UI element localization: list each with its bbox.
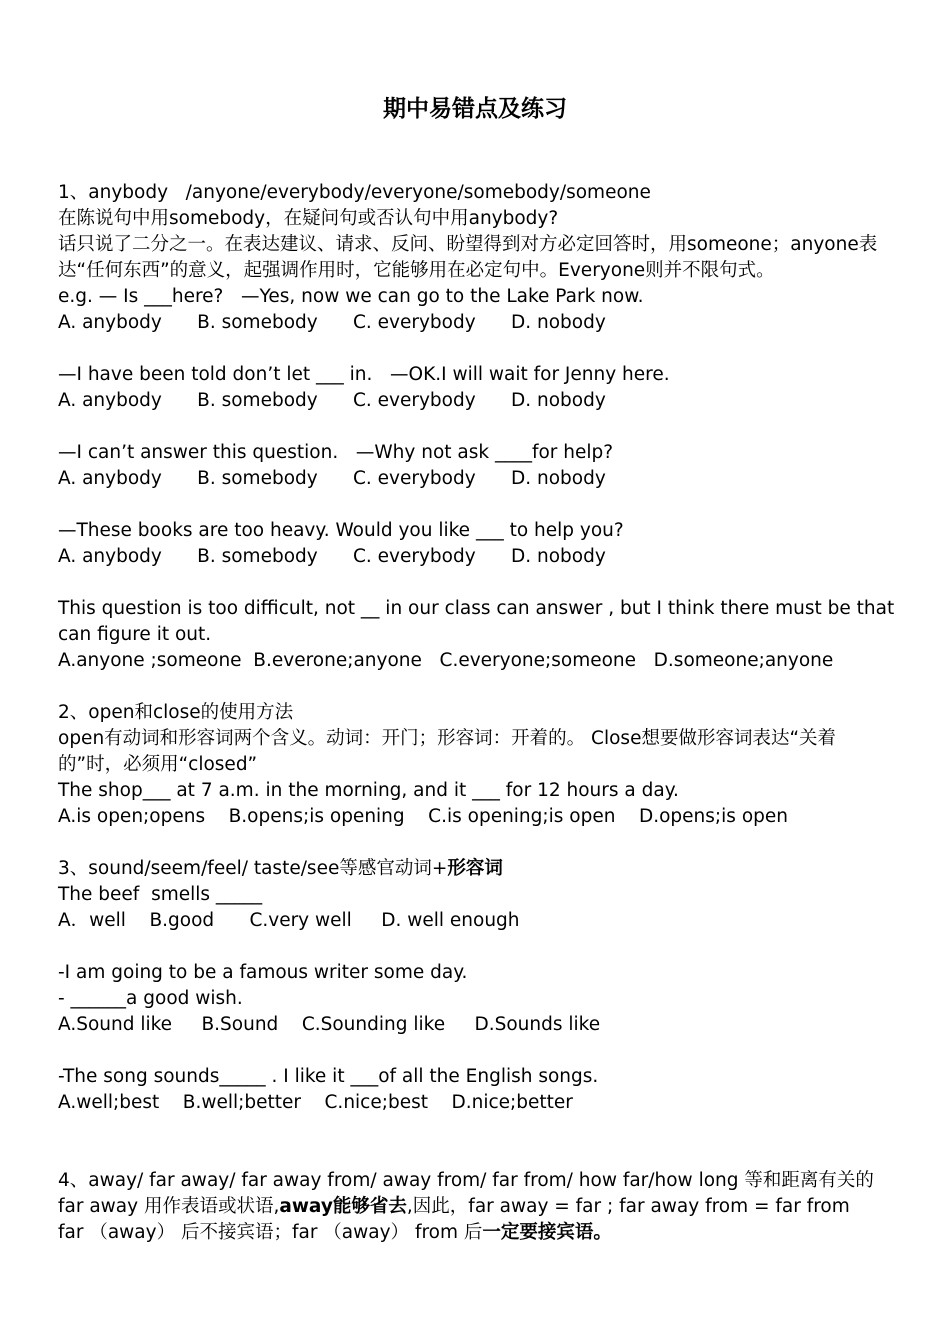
- page-title: 期中易错点及练习: [383, 96, 567, 122]
- example-question: e.g. — Is ___here? —Yes, now we can go to the Lake Park now.: [58, 286, 644, 307]
- question-options: A.is open;opens B.opens;is opening C.is opening;is open D.opens;is open: [58, 806, 788, 827]
- section-2-rule: open有动词和形容词两个含义。动词：开门；形容词：开着的。 Close想要做形容词表达“关着的”时，必须用“closed”: [58, 728, 837, 775]
- section-1-rule-detail: 话只说了二分之一。在表达建议、请求、反问、盼望得到对方必定回答时，用someone；anyone表达“任何东西”的意义，起强调作用时，它能够用在必定句中。Everyone则并不限句式。: [58, 234, 878, 281]
- question-options: A.anyone ;someone B.everone;anyone C.everyone;someone D.someone;anyone: [58, 650, 834, 671]
- question-text: —I have been told don’t let ___ in. —OK.I will wait for Jenny here.: [58, 364, 670, 385]
- question-text: - ______a good wish.: [58, 988, 243, 1009]
- question-options: A. anybody B. somebody C. everybody D. nobody: [58, 546, 606, 567]
- section-3-heading-emphasis: 形容词: [447, 858, 503, 879]
- question-options: A.well;best B.well;better C.nice;best D.nice;better: [58, 1092, 573, 1113]
- question-text: -I am going to be a famous writer some day.: [58, 962, 468, 983]
- section-2-heading: 2、open和close的使用方法: [58, 702, 294, 723]
- section-4-rule: far away 用作表语或状语,away能够省去,因此，far away = far ; far away from = far from: [58, 1196, 850, 1217]
- question-options: A. anybody B. somebody C. everybody D. nobody: [58, 468, 606, 489]
- section-4-rule-emphasis: away能够省去: [279, 1196, 407, 1217]
- section-4-rule: far （away） 后不接宾语；far （away） from 后一定要接宾语。: [58, 1222, 612, 1243]
- question-text: The shop___ at 7 a.m. in the morning, and it ___ for 12 hours a day.: [58, 780, 679, 801]
- document-body: [58, 180, 898, 1246]
- section-1-rule: 在陈说句中用somebody，在疑问句或否认句中用anybody?: [58, 208, 559, 229]
- question-text: -The song sounds_____ . I like it ___of all the English songs.: [58, 1066, 599, 1087]
- question-options: A．well B.good C.very well D. well enough: [58, 910, 520, 931]
- example-options: A. anybody B. somebody C. everybody D. nobody: [58, 312, 606, 333]
- question-text: —These books are too heavy. Would you like ___ to help you?: [58, 520, 624, 541]
- section-4-rule-emphasis: 一定要接宾语。: [482, 1222, 612, 1243]
- question-text: The beef smells _____: [58, 884, 263, 905]
- section-1-heading: 1、anybody /anyone/everybody/everyone/somebody/someone: [58, 182, 651, 203]
- question-text: —I can’t answer this question. —Why not ask ____for help?: [58, 442, 614, 463]
- question-options: A.Sound like B.Sound C.Sounding like D.Sounds like: [58, 1014, 601, 1035]
- section-4-heading: 4、away/ far away/ far away from/ away from/ far from/ how far/how long 等和距离有关的: [58, 1170, 874, 1191]
- question-text: This question is too difficult, not __ in our class can answer , but I think there must be that can figure it out.: [58, 598, 895, 645]
- section-3-heading: 3、sound/seem/feel/ taste/see等感官动词+形容词: [58, 858, 503, 879]
- question-options: A. anybody B. somebody C. everybody D. nobody: [58, 390, 606, 411]
